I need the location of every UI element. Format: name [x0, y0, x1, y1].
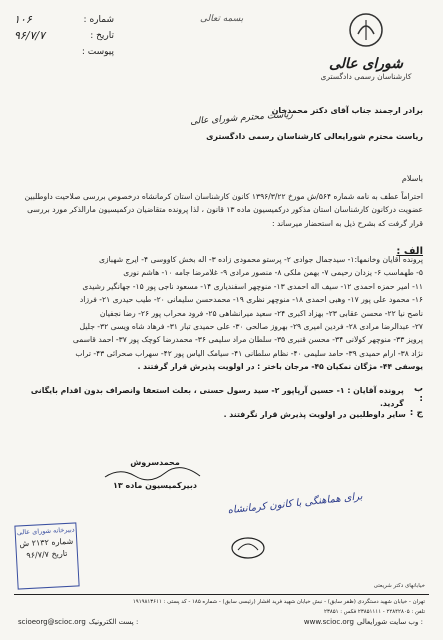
footer-email[interactable]: scioeorg@scioc.org — [18, 618, 86, 626]
footer-address: تهران - خیابان شهید دستگردی (ظفر سابق) - نبش خیابان شهید فرید افشار (رئیسی سابق) - شماره ۱۸۵ - کد پستی : ۱۹۱۹۸۱۳۶۱۱ — [132, 599, 425, 605]
section-a-line: پرویز ۳۳- منوچهر کولانی ۳۴- محسن قنبری ۳۵- سلطان مراد سلیمی ۳۶- محمدرضا کوچک پور ۳۷- احمد قاسمی — [72, 335, 423, 345]
recipient-line: ریاست محترم شورایعالی کارشناسان رسمی دادگستری — [206, 132, 423, 141]
footer-sub-address: خیابانهای دکتر شریعتی — [373, 583, 425, 589]
section-a-line: ۵- طهماسب ۶- یزدان رحیمی ۷- بهمن ملکی ۸- منصور مرادی ۹- غلامرضا جامه ۱۰- هاشم نوری — [123, 268, 423, 278]
date-value: ۹۶/۷/۷ — [14, 29, 46, 42]
section-a-line: ۱۶- محمود علی پور ۱۷- وهبی احمدی ۱۸- منوچهر نظری ۱۹- محمدحسن سلیمانی ۲۰- طیب حیدری ۲۱- فرزاد — [79, 295, 423, 305]
stamp-line-1: دبیرخانه شورای عالی — [16, 525, 75, 537]
salutation: باسلام — [401, 174, 423, 183]
org-logo-block — [301, 6, 431, 81]
section-c — [18, 408, 423, 421]
footer-website[interactable]: www.scioc.org — [303, 618, 354, 626]
org-emblem-icon — [346, 10, 386, 50]
footer-divider — [14, 594, 429, 595]
section-a-line: پرونده آقایان وخانمها:۱- سیدجمال جوادی ۲- پرستو محمودی زاده ۳- اله بخش کاووسی ۴- ایرج شهبازی — [98, 255, 423, 264]
stamp-line-3: تاریخ ۹۶/۷/۷ — [26, 548, 68, 561]
intro-paragraph: احتراماً عطف به نامه شماره ۵۶۴/ش مورخ ۱۳۹۶/۳/۲۲ کانون کارشناسان استان کرمانشاه درخصوص بررسی صلاحیت داوطلبین عضویت درکانون کارشناسان استان مذکور درکمیسیون ماده ۱۳ قانون ، لذا پرونده متقاضیان درکمیسیون مارالذکر مورد بررسی قرار گرفت که بشرح ذیل به استحضار میرساند : — [24, 192, 423, 228]
footer-email-label: پست الکترونیک : — [88, 618, 139, 626]
section-a-line: ناصح نیا ۲۲- محسن عقابی ۲۳- بهزاد اکبری ۲۴- سعید میرانشاهی ۲۵- فرود محراب پور ۲۶- رضا نجفیان — [99, 308, 423, 318]
section-b — [18, 384, 423, 410]
section-b-text: پرونده آقایان : ۱- حسین آرپاپور ۲- سید رسول حسنی ، بعلت استعفا وانصراف بدون اقدام بایگانی گردید. — [30, 386, 404, 408]
section-a-line: ۲۷- عبدالرضا مرادی ۲۸- فردین امیری ۲۹- بهروز صالحی ۳۰- علی حمیدی تبار ۳۱- فرهاد شاه ویسی ۳۲- جلیل — [79, 322, 423, 332]
date-label: تاریخ : — [90, 31, 114, 41]
section-a-line: یوسفی ۴۴- مژگان نمکیان ۴۵- مرجان باختر : در اولویت پذیرش قرار گرفتند . — [137, 362, 423, 372]
registry-stamp — [14, 522, 79, 589]
handwritten-note: برای هماهنگی با کانون کرمانشاه — [227, 491, 364, 517]
initials-scribble-icon — [228, 534, 268, 562]
section-a-line: نژاد ۳۸- ارام حمیدی ۳۹- حامد سلیمی ۴۰- نظام سلطانی ۴۱- سیامک الیاس پور ۴۲- سهراب صحرائی ۴۳- تراب — [75, 348, 423, 358]
document-meta — [14, 12, 114, 60]
footer-phone: تلفن : ۲۲۸۴۲۸۰۵ - ۲۳۸۵۱۱۱۱ فکس : ۲۳۸۵۱ — [324, 609, 425, 615]
greeting-line: برادر ارجمند جناب آقای دکتر محمدخان — [271, 106, 423, 115]
section-c-label: ج : — [409, 408, 423, 418]
section-b-label: ب : — [413, 384, 423, 404]
signer-title: دبیرکمیسیون ماده ۱۳ — [112, 481, 197, 490]
section-a-label: الف : — [396, 246, 423, 257]
number-label: شماره : — [83, 15, 114, 25]
footer-website-label: وب سایت شورایعالی : — [356, 618, 423, 626]
section-a-line: ۱۱- امیر حمزه احمدی ۱۲- سیف اله احمدی ۱۳- منوچهر اسفندیاری ۱۴- مسعود ناجی پور ۱۵- جهانگیر رشیدی — [82, 281, 423, 291]
signature-block — [95, 458, 215, 490]
handwritten-greeting: ریاست محترم شورای عالی — [189, 109, 294, 127]
signer-name: محمدسروش — [130, 458, 180, 467]
basmala: بسمه تعالی — [200, 14, 244, 24]
attachment-label: پیوست : — [81, 47, 114, 57]
section-a — [18, 246, 423, 374]
org-title: شورای عالی — [329, 56, 403, 72]
section-a-list — [18, 253, 423, 374]
footer-contacts — [18, 618, 423, 626]
stamp-line-2: شماره ۲۱۳۲ ش — [19, 536, 74, 549]
section-c-text: سایر داوطلبین در اولویت پذیرش قرار نگرفتند . — [223, 410, 406, 419]
number-value: ۱۰۶ — [14, 13, 32, 26]
org-subtitle: کارشناسان رسمی دادگستری — [320, 72, 412, 81]
signature-scribble-icon — [100, 467, 210, 481]
